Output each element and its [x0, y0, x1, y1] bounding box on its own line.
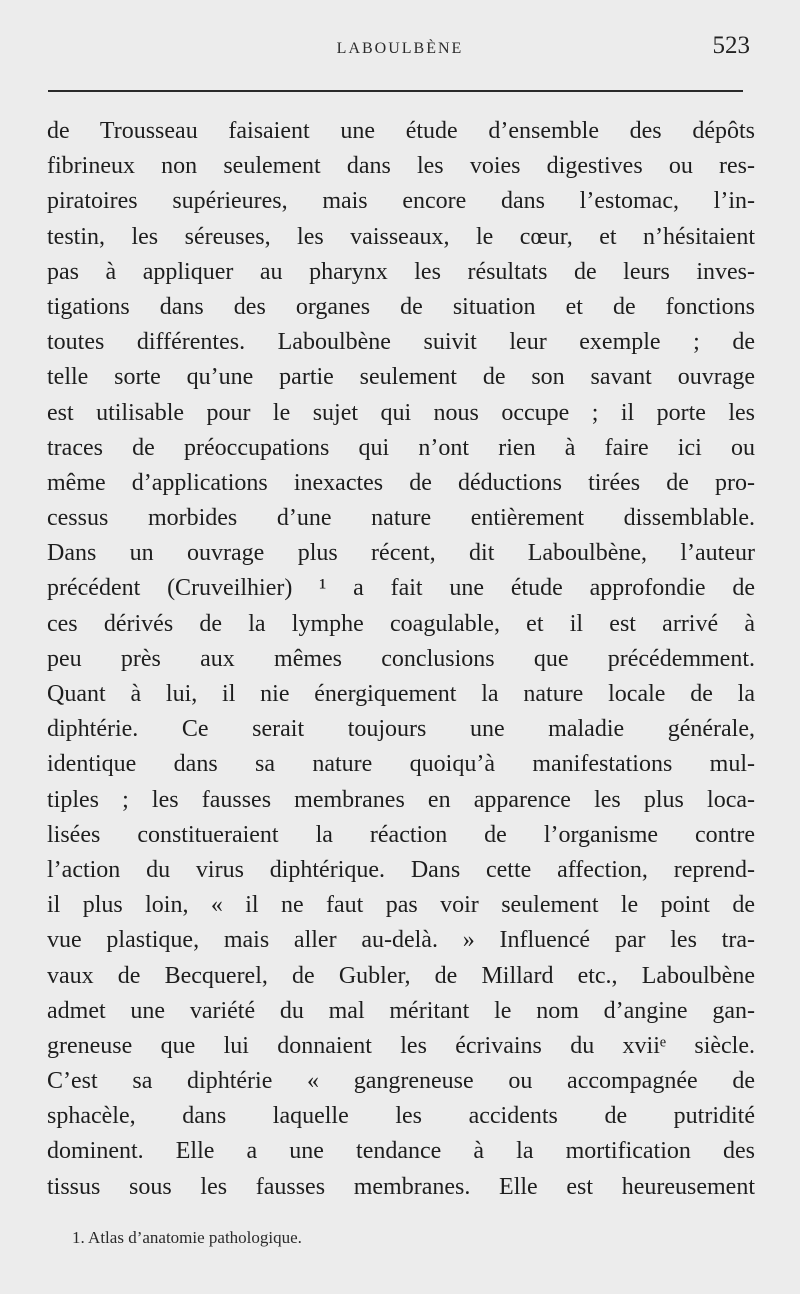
text-line: peu près aux mêmes conclusions que précédemment. [47, 645, 755, 672]
header-rule [48, 90, 743, 92]
text-line: il plus loin, « il ne faut pas voir seulement le point de [47, 892, 755, 919]
text-line: Dans un ouvrage plus récent, dit Laboulbène, l’auteur [47, 540, 755, 567]
text-line: C’est sa diphtérie « gangreneuse ou accompagnée de [47, 1068, 755, 1095]
text-line: telle sorte qu’une partie seulement de son savant ouvrage [47, 364, 755, 391]
running-title: LABOULBÈNE [336, 40, 464, 57]
text-line: greneuse que lui donnaient les écrivains du xviiᵉ siècle. [47, 1032, 755, 1059]
text-line: admet une variété du mal méritant le nom d’angine gan- [47, 997, 755, 1024]
text-line: dominent. Elle a une tendance à la mortification des [47, 1138, 755, 1165]
footnote: 1. Atlas d’anatomie pathologique. [72, 1228, 302, 1247]
text-line: tissus sous les fausses membranes. Elle est heureusement [47, 1173, 755, 1200]
text-line: vue plastique, mais aller au-delà. » Influencé par les tra- [47, 927, 755, 954]
text-line: testin, les séreuses, les vaisseaux, le cœur, et n’hésitaient [47, 223, 755, 250]
text-line: précédent (Cruveilhier) ¹ a fait une étude approfondie de [47, 575, 755, 602]
text-line: l’action du virus diphtérique. Dans cette affection, reprend- [47, 856, 755, 883]
text-line: ces dérivés de la lymphe coagulable, et il est arrivé à [47, 610, 755, 637]
text-line: Quant à lui, il nie énergiquement la nature locale de la [47, 681, 755, 707]
page-number: 523 [712, 32, 750, 59]
body-text [47, 114, 755, 1205]
text-line: tigations dans des organes de situation et de fonctions [47, 293, 755, 320]
text-line: piratoires supérieures, mais encore dans l’estomac, l’in- [47, 188, 755, 215]
text-line: même d’applications inexactes de déductions tirées de pro- [47, 469, 755, 496]
text-line: lisées constitueraient la réaction de l’organisme contre [47, 821, 755, 848]
text-line: toutes différentes. Laboulbène suivit leur exemple ; de [47, 329, 755, 356]
text-line: pas à appliquer au pharynx les résultats de leurs inves- [47, 258, 755, 285]
text-line: traces de préoccupations qui n’ont rien à faire ici ou [47, 434, 755, 461]
text-line: de Trousseau faisaient une étude d’ensemble des dépôts [47, 118, 755, 144]
text-line: tiples ; les fausses membranes en apparence les plus loca- [47, 786, 755, 813]
text-line: cessus morbides d’une nature entièrement dissemblable. [47, 505, 755, 532]
text-line: sphacèle, dans laquelle les accidents de putridité [47, 1103, 755, 1130]
text-line: vaux de Becquerel, de Gubler, de Millard etc., Laboulbène [47, 962, 755, 989]
text-line: fibrineux non seulement dans les voies digestives ou res- [47, 153, 755, 180]
text-line: diphtérie. Ce serait toujours une maladie générale, [47, 716, 755, 743]
text-line: identique dans sa nature quoiqu’à manifestations mul- [47, 751, 755, 778]
text-line: est utilisable pour le sujet qui nous occupe ; il porte les [47, 399, 755, 426]
